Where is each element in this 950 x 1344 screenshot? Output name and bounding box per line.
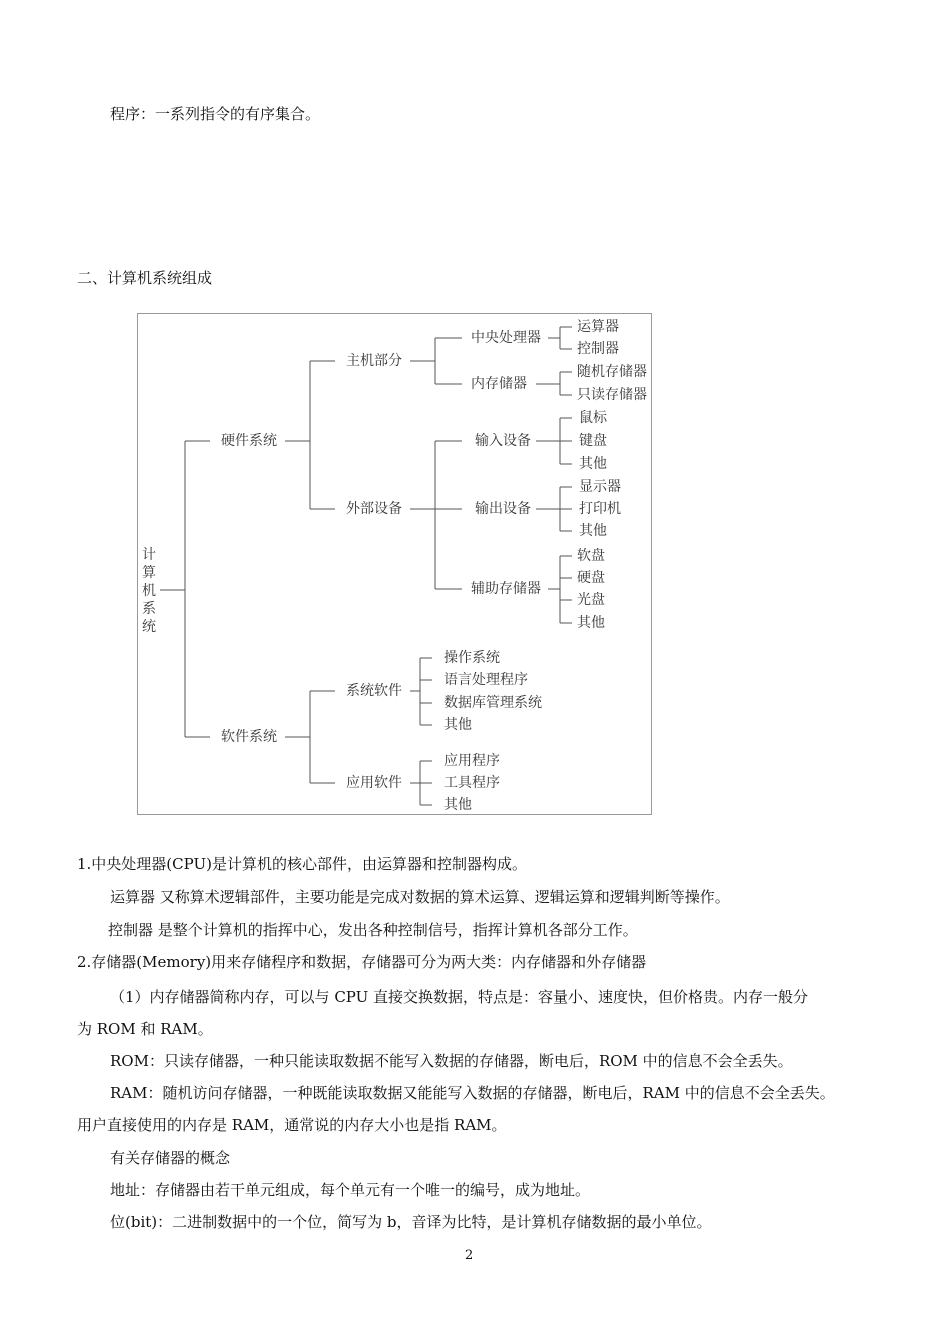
node-software: 软件系统 [221,729,277,745]
leaf-aux-2: 光盘 [577,592,605,608]
page-number: 2 [465,1248,474,1263]
leaf-output-1: 打印机 [579,501,621,517]
node-host: 主机部分 [346,353,402,369]
leaf-app-1: 工具程序 [444,775,500,791]
node-app-software: 应用软件 [346,775,402,791]
node-aux-storage: 辅助存储器 [471,581,541,597]
diagram-root-label: 计算机系统 [142,547,156,635]
paragraph-internal-memory: （1）内存储器简称内存，可以与 CPU 直接交换数据，特点是：容量小、速度快，但价格贵。内存一般分 [110,988,809,1006]
paragraph-alu: 运算器 又称算术逻辑部件，主要功能是完成对数据的算术运算、逻辑运算和逻辑判断等操作。 [110,888,730,906]
node-peripherals: 外部设备 [346,501,402,517]
computer-system-diagram [137,313,652,815]
paragraph-controller: 控制器 是整个计算机的指挥中心，发出各种控制信号，指挥计算机各部分工作。 [108,921,638,939]
node-hardware: 硬件系统 [221,433,277,449]
leaf-output-2: 其他 [579,523,607,539]
leaf-system-0: 操作系统 [444,650,500,666]
paragraph-memory: 2.存储器(Memory)用来存储程序和数据，存储器可分为两大类：内存储器和外存储器 [77,953,647,971]
leaf-app-0: 应用程序 [444,753,500,769]
leaf-input-0: 鼠标 [579,410,607,426]
program-definition: 程序：一系列指令的有序集合。 [110,105,321,123]
paragraph-ram-cont: 用户直接使用的内存是 RAM，通常说的内存大小也是指 RAM。 [77,1116,507,1134]
paragraph-cpu: 1.中央处理器(CPU)是计算机的核心部件，由运算器和控制器构成。 [77,855,527,873]
paragraph-storage-concepts: 有关存储器的概念 [110,1149,231,1167]
node-memory: 内存储器 [471,376,527,392]
paragraph-ram: RAM：随机访问存储器，一种既能读取数据又能能写入数据的存储器，断电后，RAM 中的信息不会全丢失。 [110,1084,835,1102]
leaf-input-1: 键盘 [579,433,607,449]
leaf-memory-0: 随机存储器 [577,364,647,380]
leaf-output-0: 显示器 [579,479,621,495]
node-system-software: 系统软件 [346,683,402,699]
leaf-aux-3: 其他 [577,615,605,631]
paragraph-address: 地址：存储器由若干单元组成，每个单元有一个唯一的编号，成为地址。 [110,1181,591,1199]
node-input: 输入设备 [475,433,531,449]
node-output: 输出设备 [475,501,531,517]
leaf-app-2: 其他 [444,797,472,813]
leaf-system-2: 数据库管理系统 [444,695,542,711]
paragraph-rom: ROM：只读存储器，一种只能读取数据不能写入数据的存储器，断电后，ROM 中的信息不会全丢失。 [110,1052,793,1070]
leaf-cpu-0: 运算器 [577,319,619,335]
leaf-input-2: 其他 [579,456,607,472]
leaf-memory-1: 只读存储器 [577,387,647,403]
leaf-aux-0: 软盘 [577,548,605,564]
paragraph-bit: 位(bit)：二进制数据中的一个位，简写为 b，音译为比特，是计算机存储数据的最小单位。 [110,1213,712,1231]
leaf-system-3: 其他 [444,717,472,733]
leaf-cpu-1: 控制器 [577,341,619,357]
paragraph-internal-memory-cont: 为 ROM 和 RAM。 [77,1020,213,1038]
leaf-aux-1: 硬盘 [577,570,605,586]
leaf-system-1: 语言处理程序 [444,672,528,688]
section-title: 二、计算机系统组成 [77,269,213,287]
node-cpu: 中央处理器 [471,330,541,346]
